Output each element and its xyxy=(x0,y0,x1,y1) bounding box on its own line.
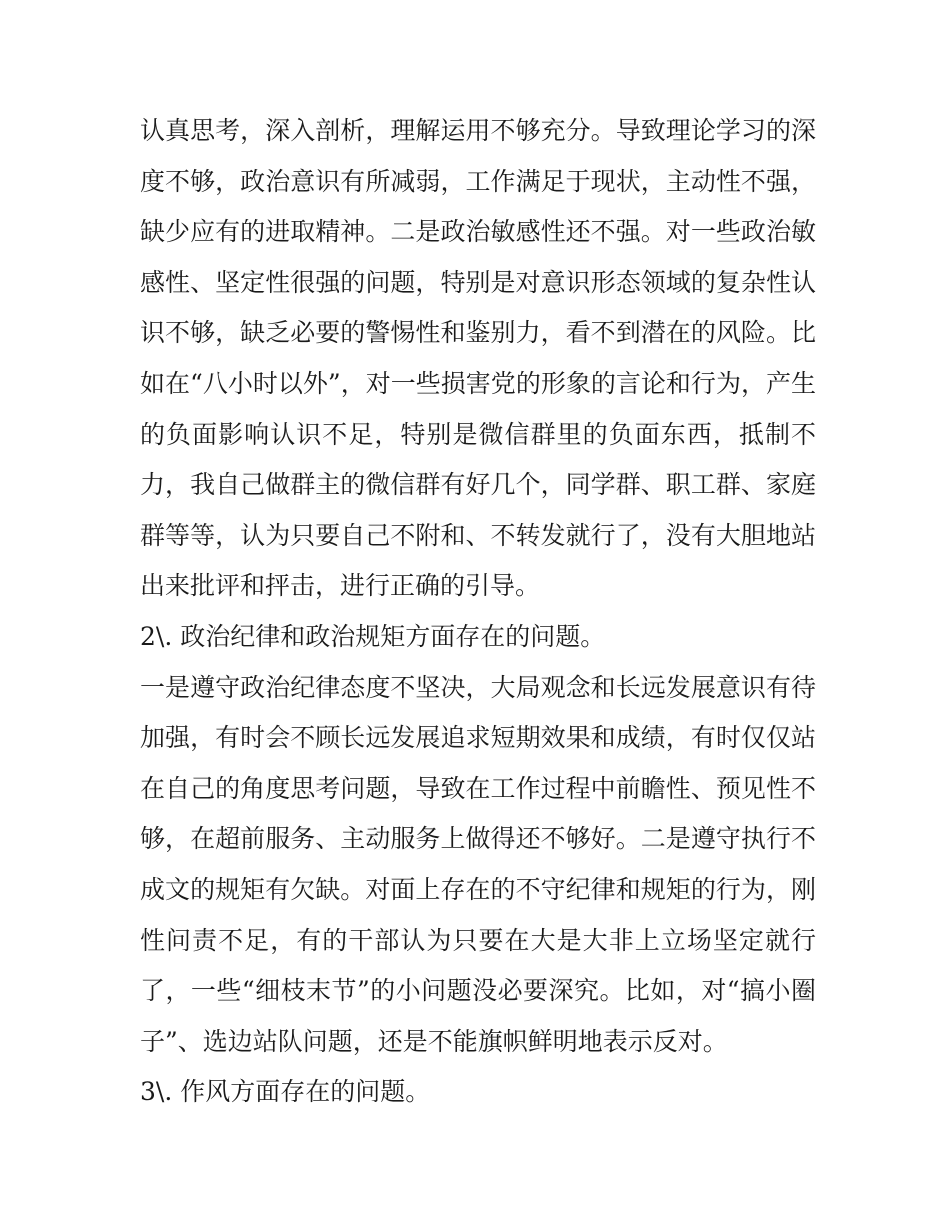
paragraph-2-line: 在自己的角度思考问题，导致在工作过程中前瞻性、预见性不 xyxy=(140,773,816,803)
paragraph-1-line: 力，我自己做群主的微信群有好几个，同学群、职工群、家庭 xyxy=(140,470,816,500)
section-heading-2: 2\. 政治纪律和政治规矩方面存在的问题。 xyxy=(140,621,606,651)
paragraph-1-last-line: 出来批评和抨击，进行正确的引导。 xyxy=(140,571,541,601)
paragraph-1-line: 度不够，政治意识有所减弱，工作满足于现状，主动性不强， xyxy=(140,166,816,196)
paragraph-2-line: 加强，有时会不顾长远发展追求短期效果和成绩，有时仅仅站 xyxy=(140,723,816,753)
paragraph-2-last-line: 子”、选边站队问题，还是不能旗帜鲜明地表示反对。 xyxy=(140,1026,728,1056)
document-body xyxy=(140,106,816,1118)
paragraph-1-line: 如在“八小时以外”，对一些损害党的形象的言论和行为，产生 xyxy=(140,368,816,398)
paragraph-1-line: 群等等，认为只要自己不附和、不转发就行了，没有大胆地站 xyxy=(140,520,816,550)
paragraph-1-line: 感性、坚定性很强的问题，特别是对意识形态领域的复杂性认 xyxy=(140,267,816,297)
paragraph-1-line: 的负面影响认识不足，特别是微信群里的负面东西，抵制不 xyxy=(140,419,816,449)
section-heading-3: 3\. 作风方面存在的问题。 xyxy=(140,1077,431,1107)
paragraph-2-line: 性问责不足，有的干部认为只要在大是大非上立场坚定就行 xyxy=(140,925,816,955)
paragraph-2-line: 成文的规矩有欠缺。对面上存在的不守纪律和规矩的行为，刚 xyxy=(140,874,816,904)
paragraph-1-line: 认真思考，深入剖析，理解运用不够充分。导致理论学习的深 xyxy=(140,116,816,145)
paragraph-2-line: 够，在超前服务、主动服务上做得还不够好。二是遵守执行不 xyxy=(140,824,816,854)
paragraph-1-line: 缺少应有的进取精神。二是政治敏感性还不强。对一些政治敏 xyxy=(140,217,816,247)
paragraph-2-line: 了，一些“细枝末节”的小问题没必要深究。比如，对“搞小圈 xyxy=(140,976,816,1006)
paragraph-1-line: 识不够，缺乏必要的警惕性和鉴别力，看不到潜在的风险。比 xyxy=(140,318,816,348)
paragraph-2-line: 一是遵守政治纪律态度不坚决，大局观念和长远发展意识有待 xyxy=(140,672,816,702)
